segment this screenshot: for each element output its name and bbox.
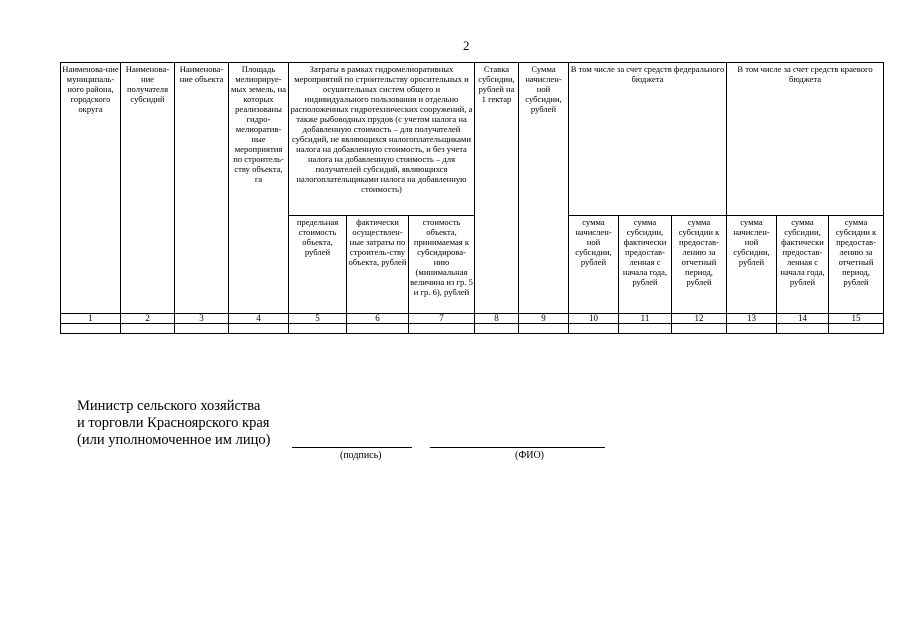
table-row — [61, 324, 884, 334]
table-cell — [229, 324, 289, 334]
subsidy-table — [60, 62, 884, 334]
table-cell — [519, 324, 569, 334]
column-number-row — [61, 314, 884, 324]
column-number: 4 — [229, 314, 289, 324]
header-actual-costs: фактически осуществлен-ные затраты по строитель-ству объекта, рублей — [347, 216, 409, 314]
header-costs: Затраты в рамках гидромелиоративных мероприятий по строительству оросительных и осушительных систем общего и индивидуального пользования и отдельно расположенных гидротехнических сооружений, а также рыбоводных прудов (с учетом налога на добавленную стоимость – для получателей субсидий, не являющихся налогоплательщиками налога на добавленную стоимость, и без учета налога на добавленную стоимость – для получателей субсидий, являющихся налогоплательщиками налога на добавленную стоимость) — [289, 63, 475, 216]
table-cell — [619, 324, 672, 334]
column-number: 1 — [61, 314, 121, 324]
signatory-title-line1: Министр сельского хозяйства — [77, 398, 261, 414]
table-cell — [777, 324, 829, 334]
column-number: 8 — [475, 314, 519, 324]
header-subsidized-cost: стоимость объекта, принимаемая к субсидирова-нию (минимальная величина из гр. 5 и гр. 6), рублей — [409, 216, 475, 314]
signature-line — [292, 447, 412, 448]
header-max-cost: предельная стоимость объекта, рублей — [289, 216, 347, 314]
column-number: 10 — [569, 314, 619, 324]
column-number: 11 — [619, 314, 672, 324]
header-reg-accrued: сумма начислен-ной субсидии, рублей — [727, 216, 777, 314]
column-number: 14 — [777, 314, 829, 324]
header-fed-provided: сумма субсидии, фактически предостав-ленная с начала года, рублей — [619, 216, 672, 314]
signatory-title-line2: и торговли Красноярского края — [77, 415, 270, 431]
header-object: Наименова-ние объекта — [175, 63, 229, 314]
header-fed-accrued: сумма начислен-ной субсидии, рублей — [569, 216, 619, 314]
table-cell — [569, 324, 619, 334]
table-cell — [289, 324, 347, 334]
column-number: 15 — [829, 314, 884, 324]
table-cell — [727, 324, 777, 334]
column-number: 5 — [289, 314, 347, 324]
column-number: 2 — [121, 314, 175, 324]
header-reg-provided: сумма субсидии, фактически предостав-ленная с начала года, рублей — [777, 216, 829, 314]
header-municipality: Наименова-ние муниципаль-ного района, городского округа — [61, 63, 121, 314]
table-cell — [175, 324, 229, 334]
header-fed-to-provide: сумма субсидии к предостав-лению за отчетный период, рублей — [672, 216, 727, 314]
column-number: 6 — [347, 314, 409, 324]
table-cell — [475, 324, 519, 334]
header-area: Площадь мелиорируе-мых земель, на которых реализованы гидро-мелиоратив-ные мероприятия по строитель-ству объекта, га — [229, 63, 289, 314]
header-federal-budget: В том числе за счет средств федерального бюджета — [569, 63, 727, 216]
signature-caption: (подпись) — [340, 450, 382, 461]
column-number: 13 — [727, 314, 777, 324]
column-number: 12 — [672, 314, 727, 324]
table-cell — [672, 324, 727, 334]
column-number: 7 — [409, 314, 475, 324]
table-cell — [347, 324, 409, 334]
signatory-title-line3: (или уполномоченное им лицо) — [77, 432, 271, 448]
header-rate: Ставка субсидии, рублей на 1 гектар — [475, 63, 519, 314]
name-line — [430, 447, 605, 448]
signatory-block — [77, 398, 270, 449]
header-reg-to-provide: сумма субсидии к предостав-лению за отчетный период, рублей — [829, 216, 884, 314]
header-accrued-sum: Сумма начислен-ной субсидии, рублей — [519, 63, 569, 314]
page-number: 2 — [463, 38, 470, 53]
column-number: 3 — [175, 314, 229, 324]
header-regional-budget: В том числе за счет средств краевого бюджета — [727, 63, 884, 216]
table-cell — [121, 324, 175, 334]
header-recipient: Наименова-ние получателя субсидий — [121, 63, 175, 314]
table-cell — [829, 324, 884, 334]
table-cell — [409, 324, 475, 334]
name-caption: (ФИО) — [515, 450, 545, 461]
column-number: 9 — [519, 314, 569, 324]
table-cell — [61, 324, 121, 334]
